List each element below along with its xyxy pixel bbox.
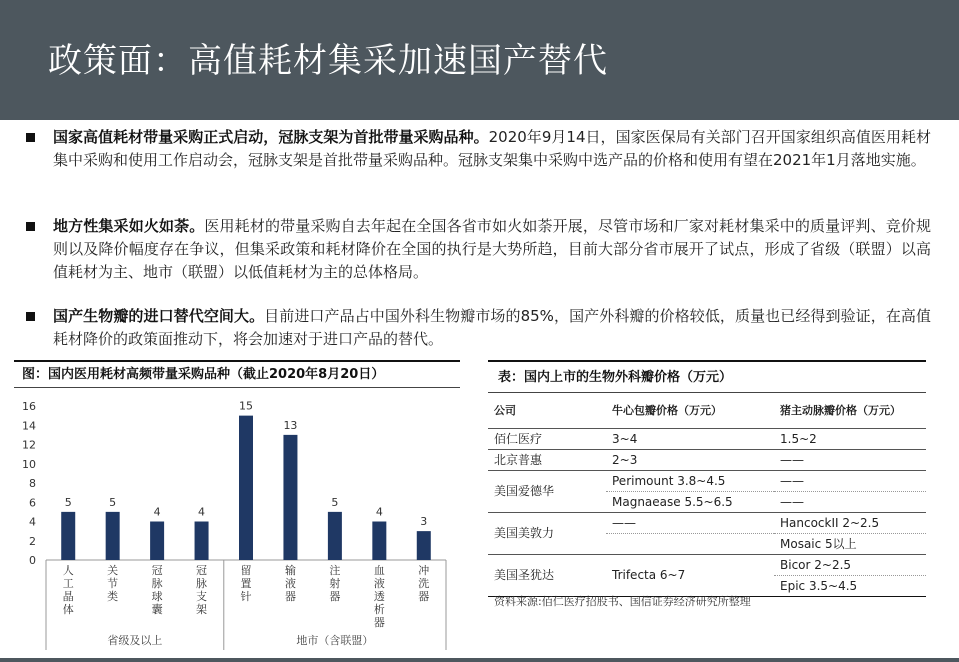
y-tick-label: 4 [29,515,36,529]
bullet-item [26,305,931,351]
bar [150,522,164,561]
chart-top-rule [14,360,460,362]
bullet-lead: 地方性集采如火如荼。 [53,217,205,235]
bullet-lead: 国产生物瓣的进口替代空间大。 [53,307,265,325]
x-category-label: 输液器 [284,564,296,603]
bar-value-label: 4 [153,505,161,519]
table-row [488,512,926,533]
company-cell: 美国圣犹达 [488,554,606,596]
y-tick-label: 10 [22,457,36,471]
company-cell: 佰仁医疗 [488,428,606,449]
company-cell: 北京普惠 [488,449,606,470]
x-category-label: 留置针 [240,564,252,603]
y-tick-label: 12 [22,438,36,452]
bovine-price-cell: 3~4 [606,428,774,449]
header-bovine: 牛心包瓣价格（万元） [606,394,774,428]
bullet-item [26,215,931,284]
bar [239,416,253,560]
x-category-label: 冠脉支架 [196,564,208,616]
chart-title-rule [14,387,460,388]
header-porcine: 猪主动脉瓣价格（万元） [774,394,926,428]
bovine-price-cell: —— [606,512,774,533]
bar-chart [14,392,460,656]
porcine-price-cell: Bicor 2~2.5 [774,554,926,575]
bar [328,512,342,560]
table-row [488,470,926,491]
bullet-lead: 国家高值耗材带量采购正式启动，冠脉支架为首批带量采购品种。 [53,128,489,146]
bar [417,531,431,560]
bar-value-label: 3 [420,515,428,529]
bullet-text [53,305,931,351]
bar-value-label: 4 [375,505,383,519]
table-source-note: 资料来源:佰仁医疗招股书、国信证券经济研究所整理 [494,595,751,608]
bullet-body: 目前进口产品占中国外科生物瓣市场的85%，国产外科瓣的价格较低，质量也已经得到验证，在高值耗材降价的政策面推动下，将会加速对于进口产品的替代。 [53,307,931,348]
bullet-text [53,126,931,172]
price-table [488,394,926,597]
x-category-label: 冠脉球囊 [151,564,163,616]
porcine-price-cell: —— [774,449,926,470]
bullet-square-icon [26,312,35,321]
table-row [488,449,926,470]
bar [195,522,209,561]
table-title: 表：国内上市的生物外科瓣价格（万元） [498,370,733,385]
company-cell: 美国爱德华 [488,470,606,512]
bullet-body: 2020年9月14日，国家医保局有关部门召开国家组织高值医用耗材集中采购和使用工作启动会，冠脉支架是首批带量采购品种。冠脉支架集中采购中选产品的价格和使用有望在2021年1月落地实施。 [53,128,931,169]
group-label: 地市（含联盟） [296,634,374,647]
table-top-rule [488,360,926,362]
x-category-label: 人工晶体 [62,564,74,616]
chart-title: 图：国内医用耗材高频带量采购品种（截止2020年8月20日） [22,367,385,382]
y-tick-label: 2 [29,534,36,548]
bar [283,435,297,560]
bar-value-label: 4 [198,505,206,519]
porcine-price-cell: HancockII 2~2.5 [774,512,926,533]
bar-value-label: 15 [239,399,253,413]
y-tick-label: 14 [22,419,36,433]
bar [106,512,120,560]
bar-value-label: 5 [331,495,339,509]
porcine-price-cell: —— [774,491,926,512]
bullet-body: 医用耗材的带量采购自去年起在全国各省市如火如荼开展，尽管市场和厂家对耗材集采中的质量评判、竞价规则以及降价幅度存在争议，但集采政策和耗材降价在全国的执行是大势所趋，目前大部分省市展开了试点，形成了省级（联盟）以高值耗材为主、地市（联盟）以低值耗材为主的总体格局。 [53,217,931,281]
bovine-price-cell: Trifecta 6~7 [606,554,774,596]
company-cell: 美国美敦力 [488,512,606,554]
header-company: 公司 [488,394,606,428]
x-category-label: 冲洗器 [418,564,430,603]
table-header-row [488,394,926,428]
bar-value-label: 5 [109,495,117,509]
bar-value-label: 5 [64,495,72,509]
bullet-square-icon [26,222,35,231]
x-category-label: 血液透析器 [373,564,385,629]
group-label: 省级及以上 [107,634,163,647]
porcine-price-cell: 1.5~2 [774,428,926,449]
y-tick-label: 16 [22,400,36,413]
table-row [488,554,926,575]
bar [61,512,75,560]
x-category-label: 关节类 [107,564,119,603]
bottom-bar [0,658,959,662]
bar [372,522,386,561]
bullet-text [53,215,931,284]
y-tick-label: 6 [29,496,36,510]
bovine-price-cell: Perimount 3.8~4.5 [606,470,774,491]
table-row [488,428,926,449]
table-title-rule [488,392,926,393]
bovine-price-cell: Magnaease 5.5~6.5 [606,491,774,512]
porcine-price-cell: Mosaic 5以上 [774,533,926,554]
y-tick-label: 8 [29,477,36,490]
bovine-price-cell: 2~3 [606,449,774,470]
x-category-label: 注射器 [329,564,341,603]
porcine-price-cell: Epic 3.5~4.5 [774,575,926,596]
bovine-price-cell [606,533,774,554]
bullet-square-icon [26,133,35,142]
y-tick-label: 0 [29,554,36,567]
bar-value-label: 13 [283,418,298,432]
page-title: 政策面：高值耗材集采加速国产替代 [48,41,608,81]
bullet-item [26,126,931,172]
porcine-price-cell: —— [774,470,926,491]
